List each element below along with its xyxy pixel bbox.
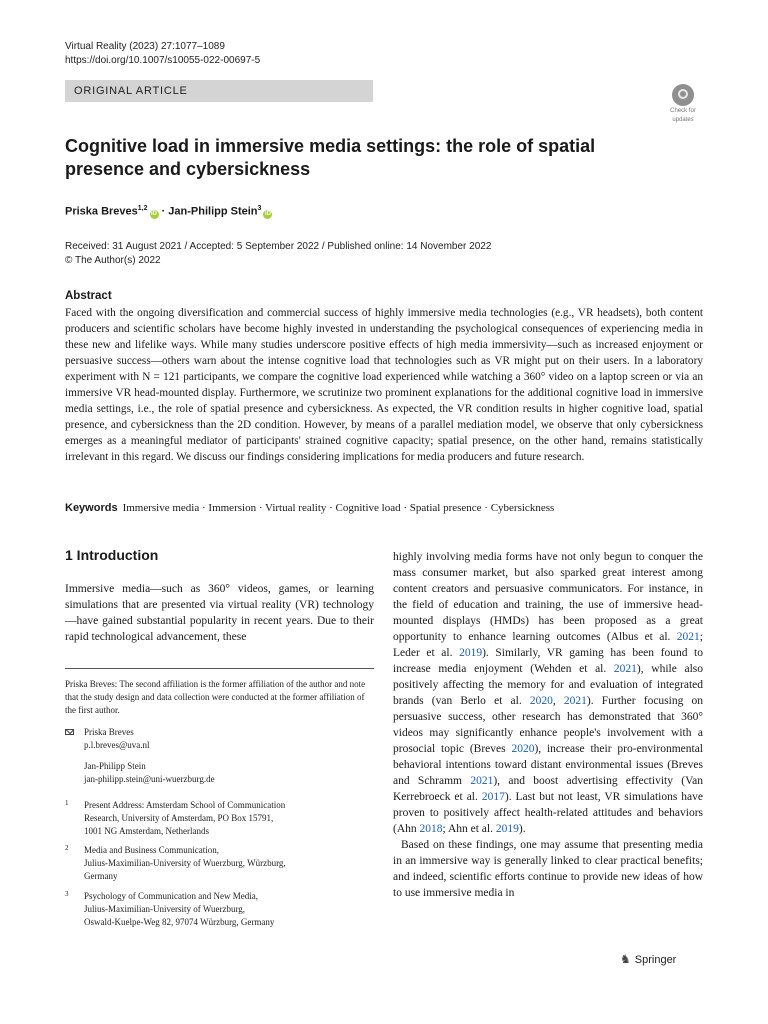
affiliation-line: Media and Business Communication,	[84, 845, 219, 855]
citation-link[interactable]: 2018	[419, 823, 443, 835]
received-accepted-published: Received: 31 August 2021 / Accepted: 5 September 2022 / Published online: 14 November 2022	[65, 241, 492, 252]
affiliation-line: Psychology of Communication and New Media,	[84, 891, 258, 901]
citation-link[interactable]: 2021	[676, 631, 700, 643]
section-heading-introduction: 1 Introduction	[65, 547, 159, 563]
contact-name: Jan-Philipp Stein	[84, 761, 146, 771]
abstract-text: Faced with the ongoing diversification and commercial success of highly immersive media technologies (e.g., VR headsets), both content producers and scientific scholars have become highly invested in understanding the psychological consequences of experiencing media in these new and lifelike ways. While many studies underscore positive effects of high media immersivity—such as increased enjoyment or persuasive success—others warn about the intense cognitive load that technologies such as VR might put on their users. In a laboratory experiment with N = 121 participants, we compare the cognitive load experienced while watching a 360° video on a laptop screen or via an immersive VR head-mounted display. Furthermore, we scrutinize two prominent explanations for the additional cognitive load in immersive media settings, i.e., the role of spatial presence and cybersickness. As expected, the VR condition results in higher cognitive load, spatial presence, and cybersickness than the 2D condition. However, by means of a parallel mediation model, we observe that only cybersickness emerges as a meaningful mediator of participants' strained cognitive capacity; spatial presence, on the other hand, remains statistically irrelevant in this regard. We discuss our findings considering implications for media producers and future research.	[65, 307, 703, 463]
publication-dates	[65, 240, 491, 268]
contact-email[interactable]: p.l.breves@uva.nl	[84, 740, 150, 750]
doi-link[interactable]: https://doi.org/10.1007/s10055-022-00697-5	[65, 55, 261, 66]
affiliation-number: 1	[65, 799, 69, 807]
intro-right-column	[393, 549, 703, 901]
affiliation-line: Present Address: Amsterdam School of Communication	[84, 800, 286, 810]
affiliation-line: 1001 NG Amsterdam, Netherlands	[84, 826, 209, 836]
keywords-line	[65, 500, 705, 516]
article-type-banner	[65, 80, 373, 102]
second-author-contact	[65, 760, 374, 786]
citation-link[interactable]: 2021	[613, 663, 637, 675]
journal-citation: Virtual Reality (2023) 27:1077–1089	[65, 41, 225, 52]
abstract-heading: Abstract	[65, 290, 112, 302]
citation-link[interactable]: 2020	[529, 695, 553, 707]
check-for-updates-badge[interactable]	[664, 84, 702, 124]
affiliation-line: Germany	[84, 871, 118, 881]
affiliation-line: Research, University of Amsterdam, PO Box 15791,	[84, 813, 274, 823]
check-updates-line1: Check for	[670, 108, 696, 114]
footnote-divider	[65, 668, 374, 669]
author-name[interactable]: Priska Breves	[65, 205, 138, 218]
citation-link[interactable]: 2020	[511, 743, 535, 755]
orcid-icon[interactable]: iD	[151, 210, 158, 217]
footnote-note: Priska Breves: The second affiliation is the former affiliation of the author and note that the study design and data collection were conducted at the former affiliation of the first author.	[65, 679, 366, 715]
publisher-name: Springer	[634, 954, 677, 966]
author-separator: ·	[158, 205, 169, 218]
intro-paragraph-right-2: Based on these findings, one may assume that presenting media in an immersive way is generally linked to clear practical benefits; and indeed, scientific efforts continue to provide new ideas of how to use immersive media in	[393, 839, 703, 899]
envelope-icon	[65, 729, 74, 735]
affiliation-number: 3	[65, 890, 69, 898]
affiliation-number: 2	[65, 844, 69, 852]
citation-link[interactable]: 2017	[481, 791, 505, 803]
springer-horse-icon: ♞	[620, 952, 631, 966]
citation-link[interactable]: 2021	[470, 775, 494, 787]
author-affiliation-marker: 3	[257, 205, 262, 212]
intro-paragraph-right-1: highly involving media forms have not only begun to conquer the mass consumer market, but also sparked great interest among content creators and persuasive communicators. For instance, in the field of education and training, the use of immersive head-mounted displays (HMDs) has been proposed as a great opportunity to enhance learning outcomes (Albus et al. 2021; Leder et al. 2019). Similarly, VR gaming has been found to increase media enjoyment (Wehden et al. 2021), while also positively affecting the memory for and evaluation of integrated brands (van Berlo et al. 2020, 2021). Further focusing on persuasive success, other research has demonstrated that 360° videos may significantly enhance people's involvement with a prosocial topic (Breves 2020), increase their pro-environmental behavioral intentions toward distant environmental issues (Breves and Schramm 2021), and boost advertising effectivity (Van Kerrebroeck et al. 2017). Last but not least, VR simulations have proven to positively affect health-related attitudes and behaviors (Ahn 2018; Ahn et al. 2019).	[393, 551, 704, 835]
author-list	[65, 201, 272, 220]
keywords-label: Keywords	[65, 502, 118, 514]
citation-link[interactable]: 2019	[459, 647, 483, 659]
citation-link[interactable]: 2021	[563, 695, 587, 707]
author-name[interactable]: Jan-Philipp Stein	[168, 205, 258, 218]
check-updates-icon	[672, 84, 694, 106]
corresponding-author	[65, 726, 374, 752]
copyright-line: © The Author(s) 2022	[65, 255, 161, 266]
affiliation-line: Julius-Maximilian-University of Wuerzburg, Würzburg,	[84, 858, 286, 868]
affiliation-line: Julius-Maximilian-University of Wuerzburg,	[84, 904, 246, 914]
contact-email[interactable]: jan-philipp.stein@uni-wuerzburg.de	[84, 774, 215, 784]
publisher-logo	[620, 952, 676, 967]
check-updates-line2: updates	[672, 117, 694, 123]
contact-block	[65, 726, 374, 786]
author-affiliation-marker: 1,2	[137, 205, 148, 212]
contact-name: Priska Breves	[84, 727, 134, 737]
citation-link[interactable]: 2019	[495, 823, 519, 835]
orcid-icon[interactable]: iD	[264, 210, 271, 217]
article-type-label: ORIGINAL ARTICLE	[74, 85, 188, 97]
keywords-list: Immersive media · Immersion · Virtual reality · Cognitive load · Spatial presence · Cybersickness	[122, 502, 555, 514]
intro-paragraph-left: Immersive media—such as 360° videos, games, or learning simulations that are presented via virtual reality (VR) technology—have gained substantial popularity in recent years. Due to their rapid technological advancement, these	[65, 583, 374, 643]
affiliation-line: Oswald-Kuelpe-Weg 82, 97074 Würzburg, Germany	[84, 917, 275, 927]
paper-title: Cognitive load in immersive media settings: the role of spatial presence and cybersickness	[65, 136, 596, 179]
